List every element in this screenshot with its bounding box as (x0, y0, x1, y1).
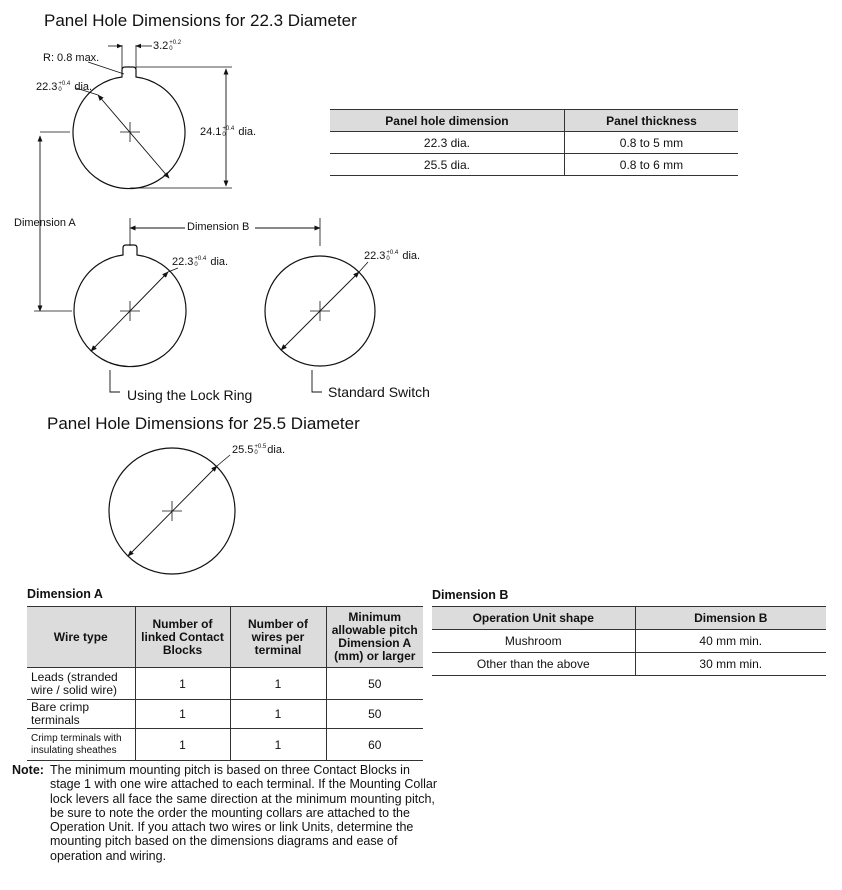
dimension-a-title: Dimension A (27, 587, 103, 601)
header-panel-thickness: Panel thickness (564, 110, 738, 132)
dia-suffix: dia. (267, 444, 286, 456)
standard-switch-caption: Standard Switch (328, 384, 430, 400)
dia-223-value: 22.3 (364, 250, 386, 262)
dia-223-tol-minus: 0 (386, 256, 390, 262)
cell-linked-blocks: 1 (135, 729, 230, 761)
dia-223-tol-plus: +0.4 (386, 250, 399, 256)
dimension-b-table (432, 606, 826, 676)
dia-241-tol-minus: 0 (222, 132, 226, 138)
dia-223-value: 22.3 (172, 256, 194, 268)
header-min-pitch: Minimum allowable pitch Dimension A (mm) or larger (326, 607, 423, 668)
dia-223-label-top (36, 81, 92, 93)
cell-dimension: 40 mm min. (635, 630, 826, 653)
dia-241-value: 24.1 (200, 126, 222, 138)
table-row (27, 729, 423, 761)
lock-ring-caption: Using the Lock Ring (127, 387, 253, 403)
dia-suffix: dia. (74, 81, 93, 93)
header-wires-per-terminal: Number of wires per terminal (230, 607, 326, 668)
dia-241-label (200, 126, 256, 138)
cell-thickness: 0.8 to 6 mm (564, 154, 738, 176)
cell-dimension: 30 mm min. (635, 653, 826, 676)
header-linked-blocks: Number of linked Contact Blocks (135, 607, 230, 668)
cell-shape: Other than the above (432, 653, 635, 676)
cell-pitch: 50 (326, 700, 423, 729)
cell-wire-type: Crimp terminals with insulating sheathes (27, 729, 135, 761)
dia-241-tol-plus: +0.4 (222, 126, 235, 132)
radius-label: R: 0.8 max. (43, 52, 100, 64)
header-wire-type: Wire type (27, 607, 135, 668)
table-header-row (432, 607, 826, 630)
table-row (27, 700, 423, 729)
dimension-b-title: Dimension B (432, 588, 509, 602)
dia-223-tol-minus: 0 (58, 87, 62, 93)
header-dimension-b: Dimension B (635, 607, 826, 630)
dimension-b-label: Dimension B (187, 221, 250, 233)
dia-suffix: dia. (210, 256, 229, 268)
panel-thickness-table (330, 109, 738, 176)
table-row (27, 668, 423, 700)
note-text: The minimum mounting pitch is based on three Contact Blocks in stage 1 with one wire attached to each terminal. If the Mounting Collar lock levers all face the same direction at the minimum mounting pitch, be sure to note the order the mounting collars are attached to the Operation Unit. If you attach two wires or link Units, determine the mounting pitch based on the dimensions diagrams and ease of operation and wiring. (50, 763, 438, 863)
dia-223-tol-plus: +0.4 (58, 81, 71, 87)
cell-linked-blocks: 1 (135, 700, 230, 729)
cell-pitch: 50 (326, 668, 423, 700)
dia-255-label (232, 444, 285, 456)
cell-wire-type: Leads (stranded wire / solid wire) (27, 668, 135, 700)
header-operation-unit-shape: Operation Unit shape (432, 607, 635, 630)
notch-width-label (153, 40, 182, 52)
dia-223-value: 22.3 (36, 81, 58, 93)
table-row (432, 630, 826, 653)
cell-wires: 1 (230, 700, 326, 729)
dimension-a-table (27, 606, 423, 761)
notch-width-tol-minus: 0 (169, 46, 173, 52)
cell-wires: 1 (230, 729, 326, 761)
table-header-row (330, 110, 738, 132)
dia-255-tol-plus: +0.5 (254, 444, 267, 450)
dia-223-leader (98, 95, 169, 178)
dia-255-tol-minus: 0 (254, 450, 258, 456)
heading-25-5: Panel Hole Dimensions for 25.5 Diameter (47, 414, 360, 433)
header-panel-hole: Panel hole dimension (330, 110, 564, 132)
dia-255-value: 25.5 (232, 444, 254, 456)
cell-pitch: 60 (326, 729, 423, 761)
table-row (330, 132, 738, 154)
note-label: Note: (12, 763, 44, 777)
dia-223-tol-plus: +0.4 (194, 256, 207, 262)
table-row (330, 154, 738, 176)
heading-22-3: Panel Hole Dimensions for 22.3 Diameter (44, 11, 357, 30)
cell-hole: 25.5 dia. (330, 154, 564, 176)
notch-width-value: 3.2 (153, 40, 169, 52)
notch-width-tol-plus: +0.2 (169, 40, 182, 46)
table-header-row (27, 607, 423, 668)
dia-223-label-standard (364, 250, 420, 262)
cell-shape: Mushroom (432, 630, 635, 653)
cell-linked-blocks: 1 (135, 668, 230, 700)
dia-suffix: dia. (402, 250, 421, 262)
dia-223-tol-minus: 0 (194, 262, 198, 268)
cell-wire-type: Bare crimp terminals (27, 700, 135, 729)
cell-wires: 1 (230, 668, 326, 700)
cell-hole: 22.3 dia. (330, 132, 564, 154)
table-row (432, 653, 826, 676)
cell-thickness: 0.8 to 5 mm (564, 132, 738, 154)
dimension-a-label: Dimension A (14, 217, 76, 229)
dia-suffix: dia. (238, 126, 257, 138)
dia-223-label-lockring (172, 256, 228, 268)
